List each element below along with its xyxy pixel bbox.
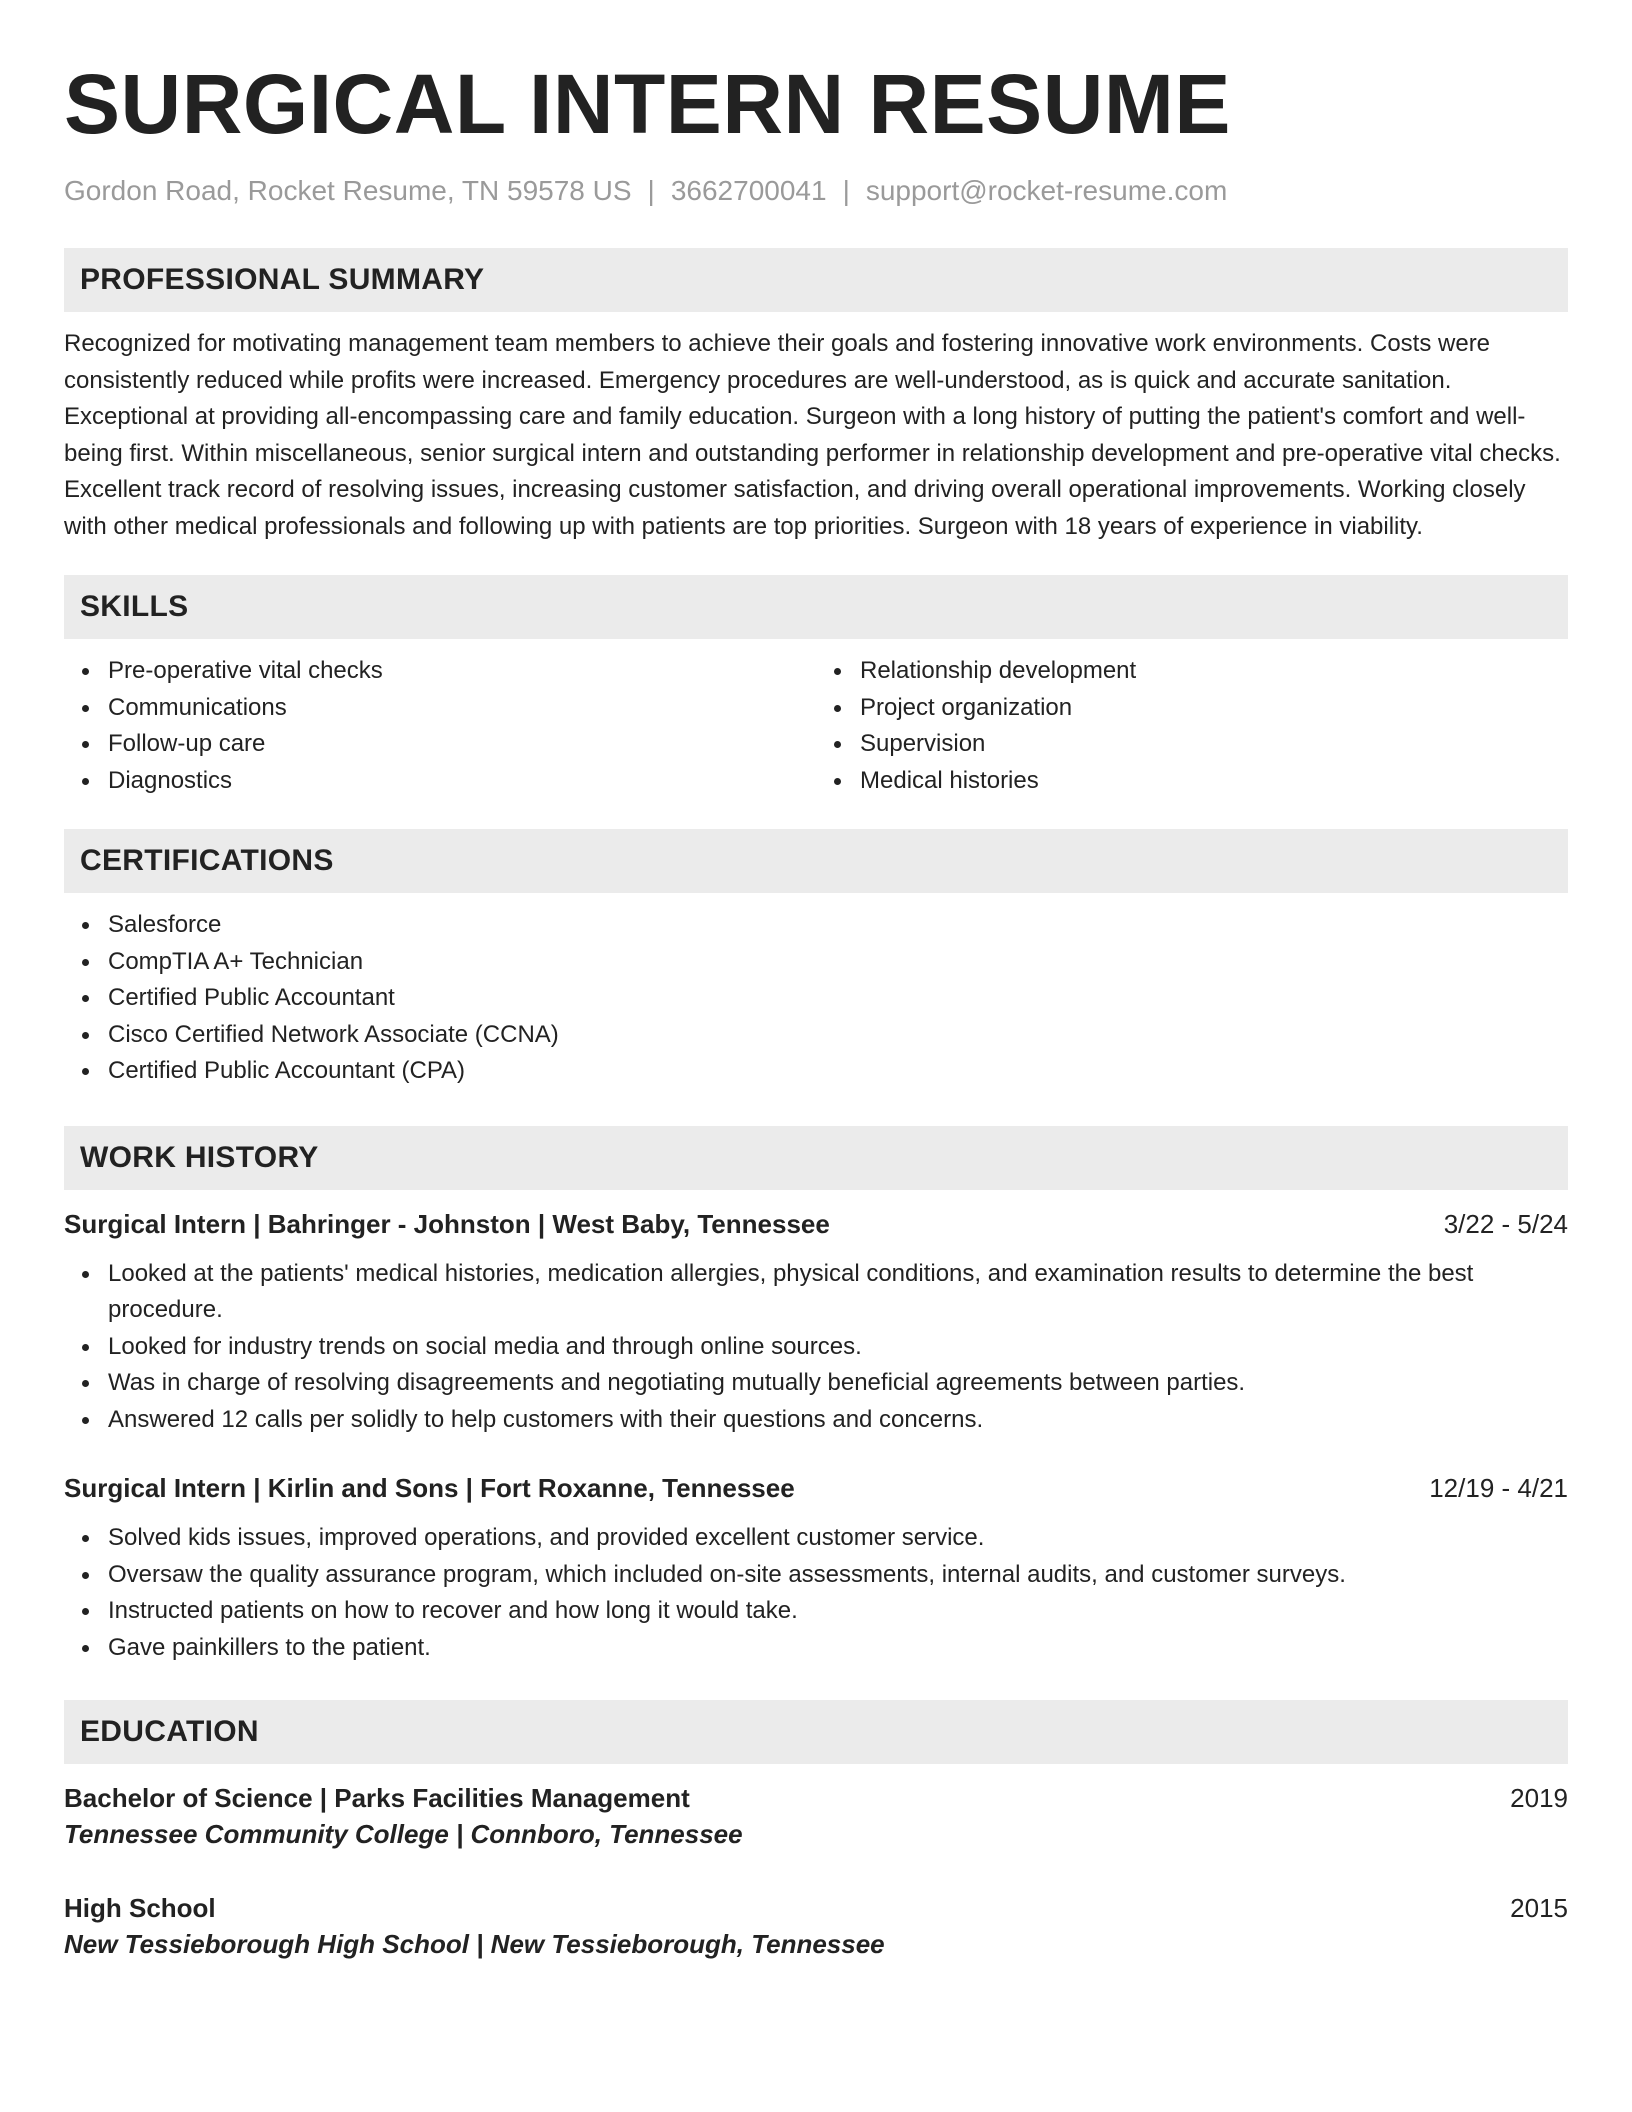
contact-separator: | (842, 175, 850, 206)
job-bullet: Instructed patients on how to recover and how long it would take. (108, 1593, 1568, 1630)
skill-item: Diagnostics (108, 763, 816, 800)
education-degree: Bachelor of Science | Parks Facilities Management (64, 1783, 690, 1813)
section-header-certifications: CERTIFICATIONS (64, 829, 1568, 893)
education-entry (64, 1890, 1568, 1962)
job-header (64, 1470, 1568, 1506)
skills-list-left (64, 653, 816, 799)
section-header-skills: SKILLS (64, 575, 1568, 639)
job-bullets (64, 1256, 1568, 1439)
job-title: Surgical Intern | Bahringer - Johnston | West Baby, Tennessee (64, 1208, 830, 1239)
certification-item: Salesforce (108, 907, 1568, 944)
contact-address: Gordon Road, Rocket Resume, TN 59578 US (64, 175, 632, 206)
job-entry (64, 1470, 1568, 1666)
job-bullet: Gave painkillers to the patient. (108, 1630, 1568, 1667)
skills-list-right (816, 653, 1568, 799)
contact-phone: 3662700041 (670, 175, 827, 206)
education-year: 2019 (1510, 1783, 1568, 1813)
contact-email: support@rocket-resume.com (865, 175, 1228, 206)
summary-text: Recognized for motivating management team members to achieve their goals and fostering innovative work environments. Costs were consistently reduced while profits were increased. Emergency procedures are well-understood, as is quick and accurate sanitation. Exceptional at providing all-encompassing care and family education. Surgeon with a long history of putting the patient's comfort and well-being first. Within miscellaneous, senior surgical intern and outstanding performer in relationship development and pre-operative vital checks. Excellent track record of resolving issues, increasing customer satisfaction, and driving overall operational improvements. Working closely with other medical professionals and following up with patients are top priorities. Surgeon with 18 years of experience in viability. (64, 330, 1561, 540)
section-header-education: EDUCATION (64, 1700, 1568, 1764)
job-bullet: Looked for industry trends on social media and through online sources. (108, 1329, 1568, 1366)
skill-item: Communications (108, 690, 816, 727)
skill-item: Supervision (860, 726, 1568, 763)
job-bullet: Was in charge of resolving disagreements and negotiating mutually beneficial agreements between parties. (108, 1365, 1568, 1402)
education-school: Tennessee Community College | Connboro, Tennessee (64, 1819, 743, 1849)
job-bullet: Solved kids issues, improved operations, and provided excellent customer service. (108, 1520, 1568, 1557)
certification-item: Certified Public Accountant (108, 980, 1568, 1017)
education-degree: High School (64, 1893, 216, 1923)
skill-item: Pre-operative vital checks (108, 653, 816, 690)
contact-line (64, 174, 1568, 208)
skill-item: Follow-up care (108, 726, 816, 763)
job-bullets (64, 1520, 1568, 1666)
skill-item: Relationship development (860, 653, 1568, 690)
education-school: New Tessieborough High School | New Tessieborough, Tennessee (64, 1929, 885, 1959)
job-dates: 3/22 - 5/24 (1443, 1208, 1568, 1239)
job-entry (64, 1206, 1568, 1439)
certification-item: CompTIA A+ Technician (108, 944, 1568, 981)
contact-separator: | (647, 175, 655, 206)
section-header-work-history: WORK HISTORY (64, 1126, 1568, 1190)
education-header (64, 1780, 1568, 1816)
education-entry (64, 1780, 1568, 1852)
job-dates: 12/19 - 4/21 (1429, 1473, 1568, 1503)
certification-item: Certified Public Accountant (CPA) (108, 1053, 1568, 1090)
skill-item: Project organization (860, 690, 1568, 727)
skill-item: Medical histories (860, 763, 1568, 800)
job-bullet: Looked at the patients' medical histories, medication allergies, physical conditions, and examination results to determine the best procedure. (108, 1256, 1568, 1329)
certifications-list (64, 907, 1568, 1090)
job-bullet: Answered 12 calls per solidly to help customers with their questions and concerns. (108, 1402, 1568, 1439)
job-header (64, 1206, 1568, 1242)
job-bullet: Oversaw the quality assurance program, which included on-site assessments, internal audits, and customer surveys. (108, 1557, 1568, 1594)
education-year: 2015 (1510, 1893, 1568, 1923)
section-header-summary: PROFESSIONAL SUMMARY (64, 248, 1568, 312)
certification-item: Cisco Certified Network Associate (CCNA) (108, 1017, 1568, 1054)
skills-grid (64, 653, 1568, 799)
resume-title: SURGICAL INTERN RESUME (64, 57, 1231, 151)
job-title: Surgical Intern | Kirlin and Sons | Fort Roxanne, Tennessee (64, 1473, 795, 1503)
education-header (64, 1890, 1568, 1926)
